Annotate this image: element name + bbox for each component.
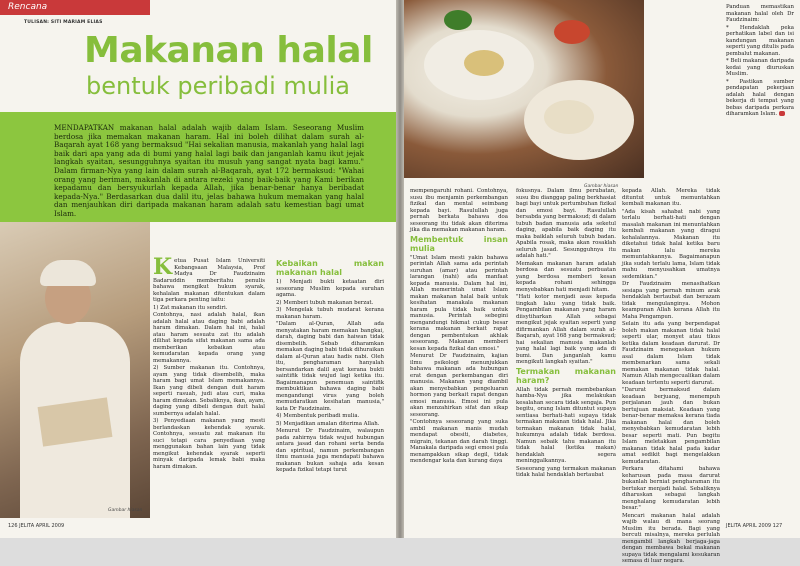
paragraph: 1) Zat makanan itu sendiri. <box>153 304 228 311</box>
drop-cap: K <box>153 254 173 280</box>
subheading: Kebaikan makan makanan halal <box>276 259 384 277</box>
paragraph: * Pastikan sumber pendapatan pekerjaan adalah halal dengan bekerja di tempat yang bebas daripada perkara diharamkan Islam. <box>726 78 794 117</box>
article-subtitle: bentuk peribadi mulia <box>86 72 350 100</box>
section-tag: Rencana <box>0 0 150 15</box>
left-page <box>0 0 396 538</box>
column-6 <box>726 4 794 119</box>
paragraph: Panduan memastikan makanan halal oleh Dr Faudzinaim: <box>726 4 794 23</box>
paragraph: Perkara ditahami bahawa keharusan pada masa darurat bukanlah berniat pengharaman itu bertukar menjadi halal. Sebaliknya diharuskan sebagai langkah menghalang kemudaratan lebih besar." <box>622 466 720 511</box>
paragraph: 2) Sumber makanan itu. Contohnya, ayam yang tidak disembelih, maka haram bagi umat Islam memakannya. Ikan yang dibeli dengan duit haram seperti rasuah, judi atau curi, maka haram dimakan. Sebaliknya, ikan, ayam, daging yang dibeli dengan duit halal sumbernya adalah halal. <box>153 365 265 417</box>
paragraph: * Beli makanan daripada kedai yang diuruskan Muslim. <box>726 58 794 77</box>
vegetable-garnish <box>444 10 472 30</box>
paragraph: fokusnya. Dalam ilmu perubatan, susu ibu dianggap paling berkhasiat bagi bayi untuk pertumbuhan fizikal dan emosi bayi. Rasulullah bersabda yang bermaksud; di dalam tubuh badan manusia ada seketul daging, apabila baik daging itu maka baiklah seluruh tubuh badan. Apabila rosak, maka akan rosaklah seluruh jasad. Sesungguhnya itu adalah hati." <box>516 188 616 259</box>
paragraph: Memakan makanan haram adalah berdosa dan sesuatu perbuatan yang berdosa memberi kesan kepada rohani sehingga menyebabkan hati menjadi hitam. <box>516 260 616 293</box>
end-mark-icon <box>779 111 785 116</box>
article-title: Makanan halal <box>84 30 373 71</box>
paragraph: "Contohnya seseorang yang suka ambil makanan manis mudah mendapat obesiti, diabetes, migrain, tekanan dan darah tinggi. Manakala daripada segi emosi pula menampakkan sikap degil, tidak mendengar kata dan kurang daya <box>410 419 508 464</box>
paragraph: 1) Menjadi bukti ketaatan diri seseorang Muslim kepada suruhan agama. <box>276 279 384 298</box>
paragraph: "Hati kotor menjadi asas kepada tingkah laku yang tidak baik. Pengambilan makanan yang haram diisytiharkan Allah sebagai mengikut jejak syaitan seperti yang difirmankan Allah dalam surah al-Baqarah, ayat 168 yang bermaksud; hai sekalian manusia makanlah yang halal lagi baik yang ada di bumi. Dan janganlah kamu mengikuti langkah syaitan." <box>516 294 616 365</box>
paragraph: Contohnya, nasi adalah halal, ikan adalah halal atau daging babi adalah haram dimakan. Dalam hal ini, halal atau haram sesuatu zat itu adalah dilihat kepada sifat makanan sama ada memberikan kebaikan atau kemudaratan kepada orang yang memakannya. <box>153 312 265 364</box>
right-page <box>404 0 800 564</box>
paragraph: Menurut Dr Faudzinaim, kajian ilmu psikologi menunjukkan bahawa makanan ada hubungan erat dengan perkembangan diri manusia. Makanan yang diambil akan menyebabkan pengeluaran hormon yang berkait rapat dengan emosi manusia. Emosi ini pula akan menzahirkan sifat dan sikap seseorang. <box>410 353 508 418</box>
column-2 <box>276 258 384 475</box>
paragraph: kepada Allah. Mereka tidak dituntut untuk memuntahkan kembali makanan itu. <box>622 188 720 207</box>
subheading: Termakan makanan haram? <box>516 366 616 385</box>
paragraph: etua Pusat Islam Universiti Kebangsaan Malaysia, Prof Madya Dr Faudzinaim Badaruddin memberitahu penulis bahawa mengikut hukum syarak, kehalalan makanan ditentukan dalam tiga perkara penting iaitu: <box>153 258 265 303</box>
subheading: Membentuk insan mulia <box>410 234 508 253</box>
column-4 <box>516 188 616 480</box>
paragraph: 2) Memberi tubuh makanan berzat. <box>276 299 374 306</box>
paragraph: Allah tidak pernah membebankan hamba-Nya jika melakukan kesalahan secara tidak sengaja. Pun begitu, orang Islam dituntut supaya sentiasa berhati-hati supaya tidak termakan makanan tidak halal. Jika termakan makanan tidak halal, hukumnya adalah tidak berdosa. Namun sebaik tahu makanan itu tidak halal (ketika makan) hendaklah segera meninggalkannya. <box>516 386 616 464</box>
column-3 <box>410 188 508 466</box>
page-gutter <box>396 0 404 538</box>
food-photo <box>404 0 644 178</box>
paragraph: Mencari makanan halal adalah wajib walau di mana seorang Muslim itu berada. Bagi yang bercuti misalnya, mereka perlulah mengambil langkah berjaga-jaga dengan membawa bekal makanan supaya tidak mengalami kesukaran semasa di luar negara. <box>622 512 720 564</box>
paragraph: "Dalam al-Quran, Allah ada menyatakan haram memakan bangkai, darah, daging babi dan haiwan tidak disembelih. Sebab diharamkan memakan daging babi tidak dihuraikan dalam al-Quran atau hadis nabi. Oleh itu, pengharaman hanyalah bersandarkan dalil ayat kerana bukti saintifik tidak wujud lagi ketika itu. Bagaimanapun penemuan saintifik membuktikan bahawa daging babi mengandungi virus yang boleh memudaratkan kesihatan manusia," kata Dr Faudzinaim. <box>276 321 384 412</box>
column-1 <box>153 254 265 471</box>
intro-text: MENDAPATKAN makanan halal adalah wajib dalam Islam. Seseorang Muslim berdosa jika memakan makanan haram. Hal ini boleh dilihat dalam surah al-Baqarah ayat 168 yang bermaksud "Hai sekalian manusia, makanlah yang halal lagi baik dari apa yang ada di bumi yang halal lagi baik dan janganlah kamu ikut jejak langkah syaitan, sesungguhnya syaitan itu musuh yang sangat nyata bagi kamu." Dalam firman-Nya yang lain dalam surah al-Baqarah, ayat 172 bermaksud: "Wahai orang yang beriman, makanlah di antara rezeki yang baik-baik yang Kami berikan kepadamu dan bersyukurlah kepada Allah, jika benar-benar hanya beribadat kepada-Nya." Berdasarkan dua dalil itu, jelas bahawa hukum memakan yang halal dan menjauhkan diri daripada makanan haram adalah satu kemestian bagi umat Islam. <box>54 123 364 218</box>
paragraph: "Ada kisah sahabat nabi yang terlalu berhati-hati dengan masalah makanan ini menuntahkan kembali makanan yang diragui kehalalannya. Makanan itu diketahui tidak halal ketika baru makan lalu mereka memuntahkannya. Bagaimanapun jika sudah terlalu lama, Islam tidak mahu menyusahkan umatnya sedemikian." <box>622 208 720 280</box>
boy-reading-photo <box>0 222 150 518</box>
byline: TULISAN: SITI MARIAM ELIAS <box>24 20 103 25</box>
photo-caption-right: Gambar hiasan <box>584 184 619 189</box>
tomato-garnish <box>554 20 590 44</box>
paragraph: "Umat Islam mesti yakin bahawa perintah Allah sama ada perintah suruhan (amar) atau perintah larangan (nahi) ada manfaat kepada manusia. Dalam hal ini, Allah memerintah umat Islam makan makanan halal baik untuk kesihatan manakala makanan haram pula tidak baik untuk manusia. Perintah sebegini mengandungi hikmat cukup besar kerana makanan berkait rapat dengan pembentukan akhlak seseorang. Makanan memberi kesan kepada fizikal dan emosi." <box>410 254 508 352</box>
column-5 <box>622 188 720 566</box>
page-number-right: JELITA APRIL 2009 127 <box>726 523 783 529</box>
paragraph: * Hendaklah peka perhatikan label dan isi kandungan makanan seperti yang ditulis pada pembalut makanan. <box>726 24 794 57</box>
page-number-left: 126 JELITA APRIL 2009 <box>8 523 65 529</box>
paragraph: 5) Menjadikan amalan diterima Allah. <box>276 420 380 427</box>
paragraph: Dr Faudzinaim menasihatkan sesiapa yang pernah minum arak hendaklah bertaubat dan berazam tidak mengulanginya. Mohon keampunan Allah kerana Allah itu Maha Pengampun. <box>622 281 720 320</box>
paragraph: Selain itu ada yang berpendapat boleh makan makanan tidak halal seperti ular, monyet atau tikus ketika dalam keadaan darurat. Dr Faudzinaim menegaskan hukum asal dalam Islam tidak membenarkan sama sekali memakan makanan tidak halal. Namun Allah mengecualikan dalam keadaan tertentu seperti darurat. <box>622 321 720 386</box>
food-portion <box>544 100 594 134</box>
paragraph: 3) Penyediaan makanan yang mesti berlandaskan kehendak syarak. Contohnya, sesuatu zat makanan itu suci tetapi cara penyediaan yang menggunakan bahan lain yang tidak mengikut kehendak syarak seperti minyak daripada lemak babi maka haram dimakan. <box>153 418 265 470</box>
food-portion <box>464 50 504 76</box>
paragraph: Seseorang yang termakan makanan tidak halal hendaklah bertaubat <box>516 465 616 478</box>
photo-caption-left: Gambar hiasan <box>108 508 143 513</box>
paragraph: Menurut Dr Faudzinaim, walaupun pada zahirnya tidak wujud hubungan antara jasad dan rohani serta benda dan spiritual, namun perkembangan ilmu manusia juga mendapati bahawa makanan bukan sahaja ada kesan kepada fizikal tetapi turut <box>276 428 384 473</box>
paragraph: 3) Mengelak tubuh mudarat kerana makanan haram. <box>276 307 384 320</box>
paragraph: "Darurat bermaksud dalam keadaan berjuang, menempuh perjalanan jauh dan bukan bertujuan maksiat. Keadaan yang benar-benar memaksa kerana tiada makanan halal dan boleh menyebabkan kemudaratan lebih besar seperti mati. Pun begitu Islam meletakkan pengambilan makanan tidak halal pada kadar amat sedikit bagi mengelakkan kemudaratan. <box>622 387 720 465</box>
paragraph: mempengaruhi rohani. Contohnya, susu ibu menjamin perkembangan fizikal dan mental seimbang kepada bayi. Rasulullah juga pernah berkata bahawa doa seseorang itu tidak akan diterima jika dia memakan makanan haram. <box>410 188 508 233</box>
boy-cap <box>40 260 96 286</box>
paragraph: 4) Membentuk peribadi mulia. <box>276 413 360 419</box>
